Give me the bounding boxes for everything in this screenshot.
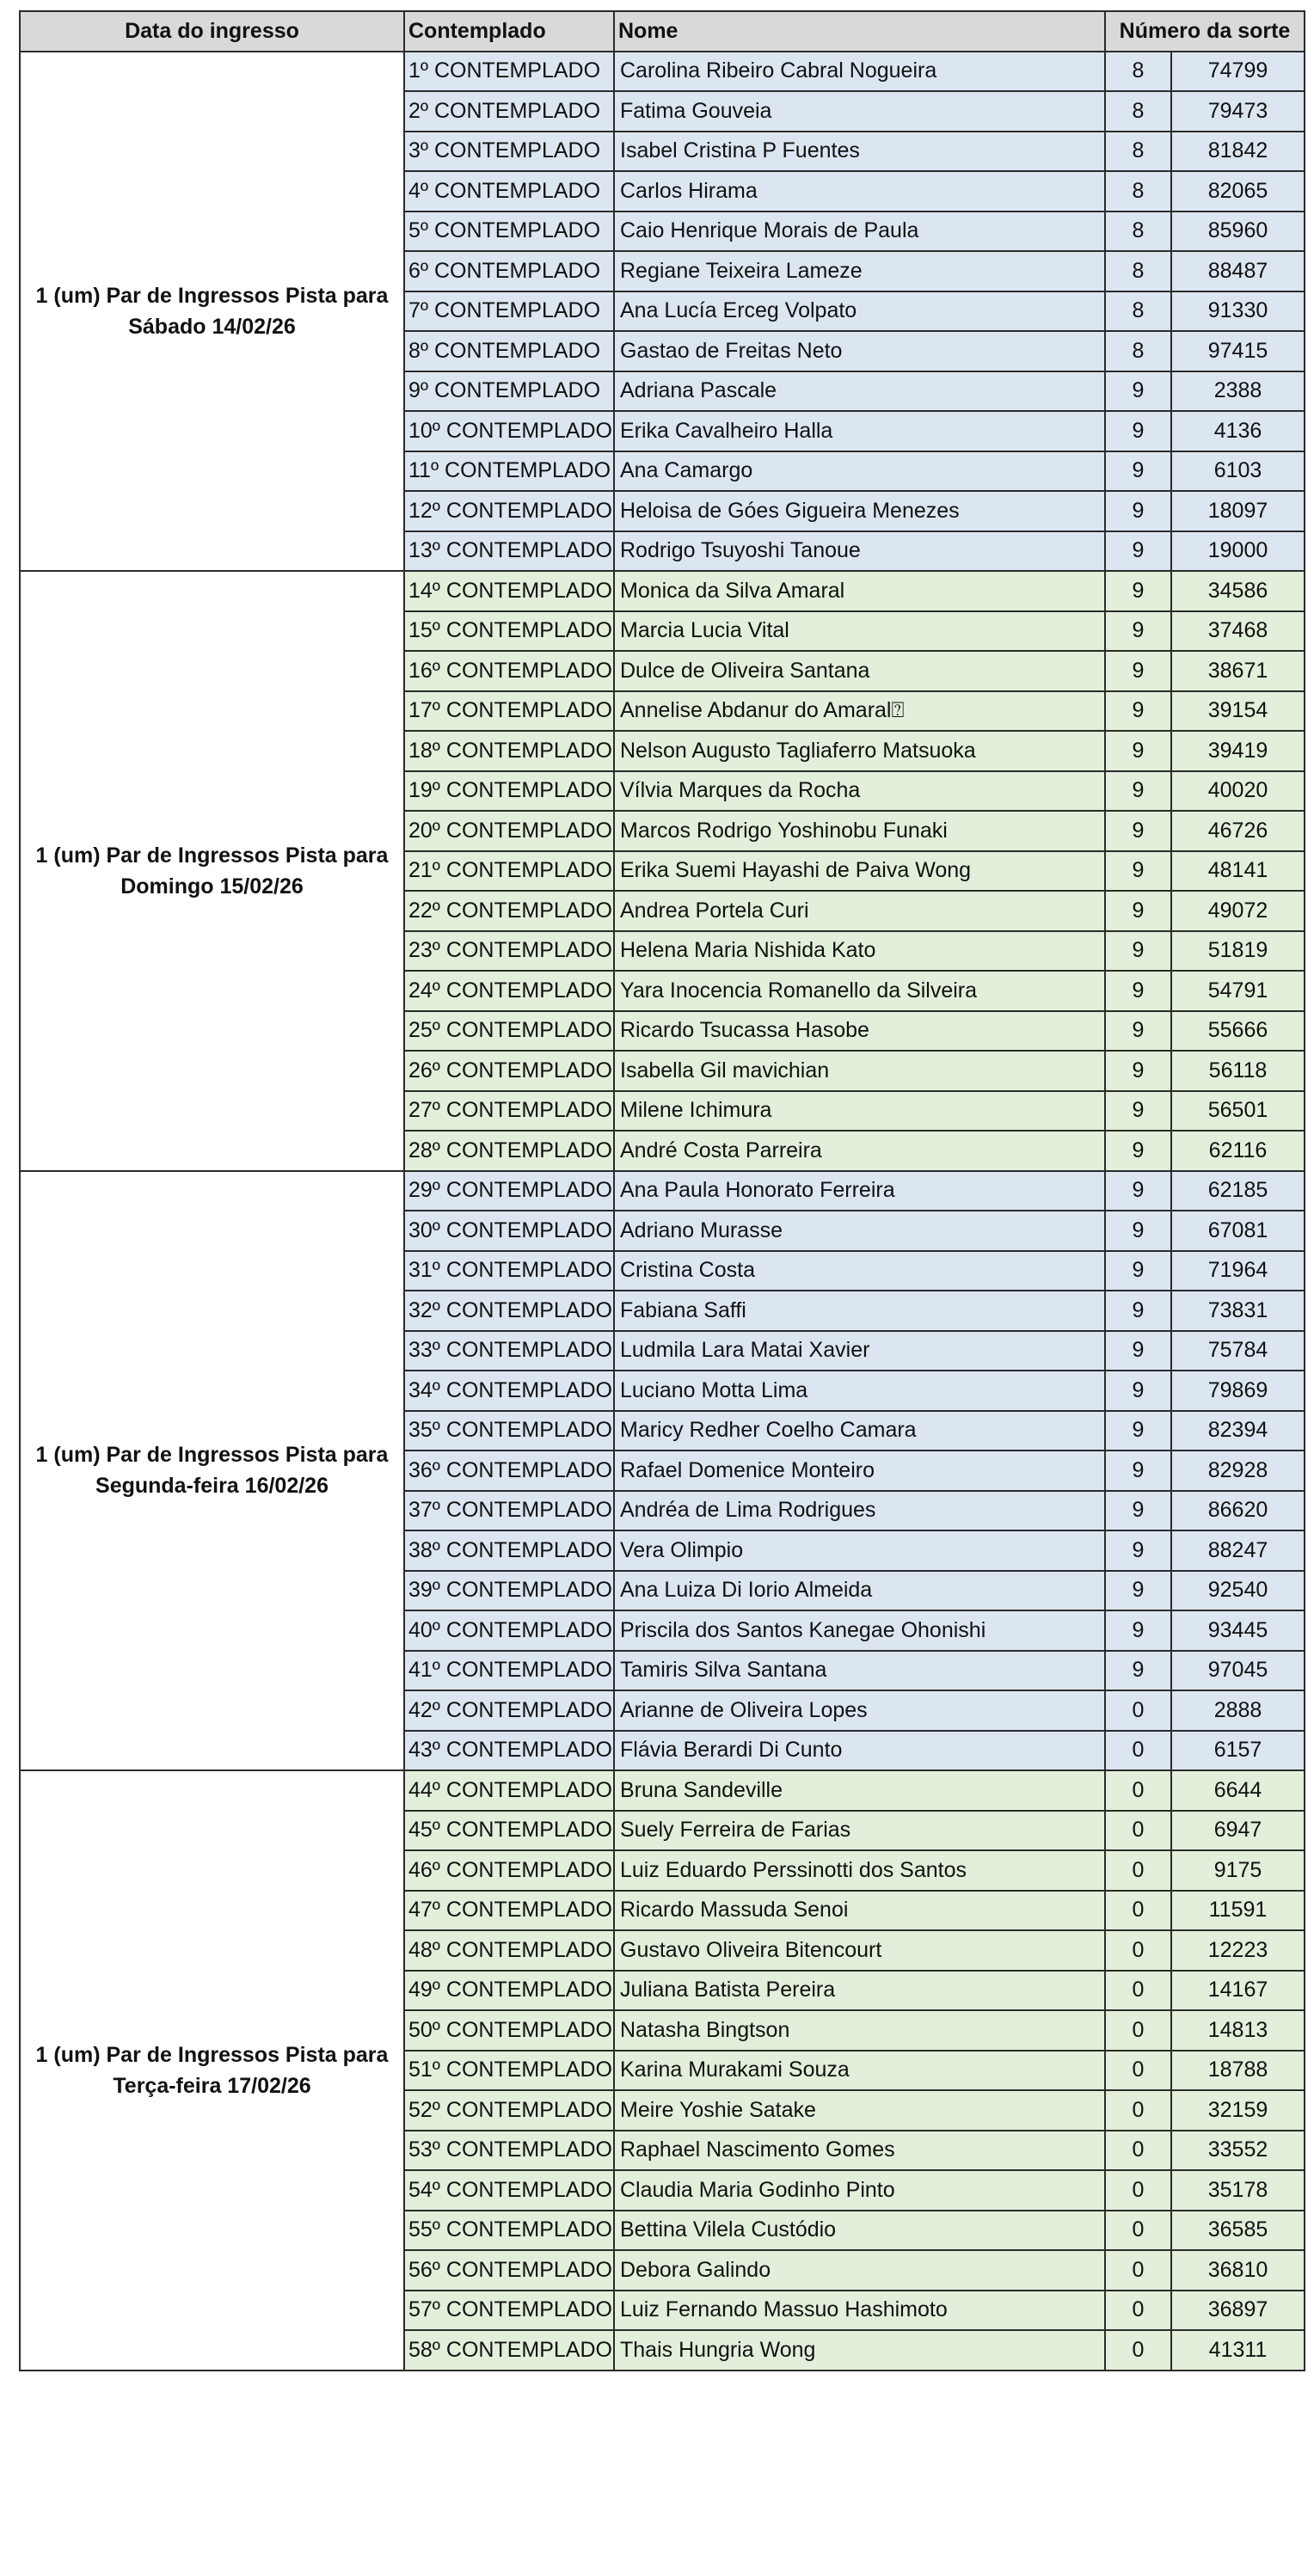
lucky-digit-cell: 0 (1105, 2291, 1171, 2331)
winner-name-cell: Carlos Hirama (614, 171, 1105, 212)
contemplado-cell: 3º CONTEMPLADO (404, 132, 614, 172)
winner-name-cell: Carolina Ribeiro Cabral Nogueira (614, 52, 1105, 92)
lucky-digit-cell: 9 (1105, 1451, 1171, 1491)
lucky-number-cell: 39154 (1171, 691, 1305, 732)
contemplado-cell: 58º CONTEMPLADO (404, 2330, 614, 2371)
lucky-digit-cell: 9 (1105, 1411, 1171, 1451)
contemplado-cell: 41º CONTEMPLADO (404, 1651, 614, 1691)
lucky-digit-cell: 0 (1105, 2090, 1171, 2131)
contemplado-cell: 38º CONTEMPLADO (404, 1530, 614, 1571)
contemplado-cell: 53º CONTEMPLADO (404, 2131, 614, 2171)
lucky-digit-cell: 9 (1105, 1530, 1171, 1571)
winners-table (19, 10, 1305, 2371)
contemplado-cell: 54º CONTEMPLADO (404, 2170, 614, 2211)
winner-name-cell: Bettina Vilela Custódio (614, 2211, 1105, 2251)
lucky-number-cell: 82065 (1171, 171, 1305, 212)
lucky-digit-cell: 9 (1105, 571, 1171, 611)
lucky-digit-cell: 9 (1105, 971, 1171, 1011)
lucky-digit-cell: 9 (1105, 1651, 1171, 1691)
winner-name-cell: Yara Inocencia Romanello da Silveira (614, 971, 1105, 1011)
lucky-number-cell: 62185 (1171, 1171, 1305, 1211)
winner-name-cell: Thais Hungria Wong (614, 2330, 1105, 2371)
winner-name-cell: Caio Henrique Morais de Paula (614, 212, 1105, 252)
contemplado-cell: 16º CONTEMPLADO (404, 651, 614, 691)
contemplado-cell: 31º CONTEMPLADO (404, 1251, 614, 1291)
contemplado-cell: 57º CONTEMPLADO (404, 2291, 614, 2331)
lucky-number-cell: 55666 (1171, 1011, 1305, 1052)
winner-name-cell: Ana Paula Honorato Ferreira (614, 1171, 1105, 1211)
lucky-digit-cell: 8 (1105, 171, 1171, 212)
lucky-digit-cell: 8 (1105, 331, 1171, 371)
lucky-number-cell: 93445 (1171, 1610, 1305, 1651)
winner-name-cell: Ana Camargo (614, 451, 1105, 492)
winner-name-cell: Ana Luiza Di Iorio Almeida (614, 1571, 1105, 1611)
lucky-number-cell: 6644 (1171, 1770, 1305, 1811)
winner-name-cell: Erika Suemi Hayashi de Paiva Wong (614, 851, 1105, 892)
lucky-digit-cell: 0 (1105, 2010, 1171, 2051)
contemplado-cell: 32º CONTEMPLADO (404, 1291, 614, 1331)
lucky-digit-cell: 0 (1105, 2131, 1171, 2171)
contemplado-cell: 29º CONTEMPLADO (404, 1171, 614, 1211)
winner-name-cell: Regiane Teixeira Lameze (614, 251, 1105, 291)
ticket-date-cell (20, 571, 404, 1171)
lucky-number-cell: 18097 (1171, 491, 1305, 531)
lucky-number-cell: 19000 (1171, 531, 1305, 572)
lucky-digit-cell: 9 (1105, 411, 1171, 451)
winner-name-cell: Adriano Murasse (614, 1211, 1105, 1251)
winner-name-cell: Annelise Abdanur do Amaral⍰ (614, 691, 1105, 732)
contemplado-cell: 19º CONTEMPLADO (404, 771, 614, 812)
table-row (20, 571, 1305, 611)
contemplado-cell: 36º CONTEMPLADO (404, 1451, 614, 1491)
lucky-digit-cell: 9 (1105, 1171, 1171, 1211)
lucky-digit-cell: 9 (1105, 691, 1171, 732)
header-nome: Nome (614, 11, 1105, 52)
contemplado-cell: 15º CONTEMPLADO (404, 611, 614, 652)
contemplado-cell: 48º CONTEMPLADO (404, 1930, 614, 1971)
lucky-number-cell: 2888 (1171, 1690, 1305, 1731)
winner-name-cell: Fabiana Saffi (614, 1291, 1105, 1331)
winner-name-cell: Adriana Pascale (614, 371, 1105, 412)
contemplado-cell: 14º CONTEMPLADO (404, 571, 614, 611)
contemplado-cell: 9º CONTEMPLADO (404, 371, 614, 412)
winner-name-cell: Dulce de Oliveira Santana (614, 651, 1105, 691)
winner-name-cell: Nelson Augusto Tagliaferro Matsuoka (614, 731, 1105, 771)
winner-name-cell: Luiz Eduardo Perssinotti dos Santos (614, 1850, 1105, 1891)
ticket-date-cell (20, 1770, 404, 2371)
contemplado-cell: 23º CONTEMPLADO (404, 931, 614, 972)
header-numero-da-sorte: Número da sorte (1105, 11, 1305, 52)
ticket-date-line2: Sábado 14/02/26 (128, 314, 296, 339)
winner-name-cell: Vílvia Marques da Rocha (614, 771, 1105, 812)
lucky-digit-cell: 0 (1105, 1770, 1171, 1811)
table-row (20, 1171, 1305, 1211)
lucky-number-cell: 88247 (1171, 1530, 1305, 1571)
lucky-number-cell: 79473 (1171, 91, 1305, 132)
lucky-number-cell: 14813 (1171, 2010, 1305, 2051)
lucky-number-cell: 97045 (1171, 1651, 1305, 1691)
table-header (20, 11, 1305, 52)
lucky-number-cell: 73831 (1171, 1291, 1305, 1331)
lucky-number-cell: 36897 (1171, 2291, 1305, 2331)
lucky-digit-cell: 9 (1105, 531, 1171, 572)
lucky-digit-cell: 9 (1105, 1131, 1171, 1171)
lucky-digit-cell: 0 (1105, 1930, 1171, 1971)
contemplado-cell: 42º CONTEMPLADO (404, 1690, 614, 1731)
lucky-number-cell: 46726 (1171, 811, 1305, 851)
lucky-number-cell: 4136 (1171, 411, 1305, 451)
winner-name-cell: Tamiris Silva Santana (614, 1651, 1105, 1691)
lucky-number-cell: 74799 (1171, 52, 1305, 92)
lucky-digit-cell: 9 (1105, 1251, 1171, 1291)
winner-name-cell: Bruna Sandeville (614, 1770, 1105, 1811)
lucky-digit-cell: 9 (1105, 1371, 1171, 1411)
lucky-number-cell: 6947 (1171, 1811, 1305, 1851)
winner-name-cell: Andrea Portela Curi (614, 891, 1105, 931)
lucky-digit-cell: 9 (1105, 891, 1171, 931)
ticket-date-cell (20, 1171, 404, 1771)
contemplado-cell: 1º CONTEMPLADO (404, 52, 614, 92)
winner-name-cell: Helena Maria Nishida Kato (614, 931, 1105, 972)
winner-name-cell: Arianne de Oliveira Lopes (614, 1690, 1105, 1731)
winner-name-cell: Ricardo Massuda Senoi (614, 1891, 1105, 1931)
winner-name-cell: Rafael Domenice Monteiro (614, 1451, 1105, 1491)
lucky-number-cell: 2388 (1171, 371, 1305, 412)
lucky-number-cell: 51819 (1171, 931, 1305, 972)
contemplado-cell: 49º CONTEMPLADO (404, 1971, 614, 2011)
lucky-number-cell: 91330 (1171, 291, 1305, 332)
lucky-digit-cell: 0 (1105, 2170, 1171, 2211)
winner-name-cell: Ludmila Lara Matai Xavier (614, 1331, 1105, 1371)
lucky-digit-cell: 8 (1105, 291, 1171, 332)
contemplado-cell: 24º CONTEMPLADO (404, 971, 614, 1011)
contemplado-cell: 35º CONTEMPLADO (404, 1411, 614, 1451)
lucky-number-cell: 18788 (1171, 2051, 1305, 2091)
contemplado-cell: 30º CONTEMPLADO (404, 1211, 614, 1251)
lucky-number-cell: 92540 (1171, 1571, 1305, 1611)
lucky-digit-cell: 9 (1105, 1011, 1171, 1052)
header-date: Data do ingresso (20, 11, 404, 52)
winner-name-cell: Luiz Fernando Massuo Hashimoto (614, 2291, 1105, 2331)
header-row (20, 11, 1305, 52)
winner-name-cell: Milene Ichimura (614, 1091, 1105, 1132)
lucky-digit-cell: 9 (1105, 1491, 1171, 1531)
winner-name-cell: Vera Olimpio (614, 1530, 1105, 1571)
contemplado-cell: 50º CONTEMPLADO (404, 2010, 614, 2051)
lucky-number-cell: 39419 (1171, 731, 1305, 771)
lucky-digit-cell: 8 (1105, 91, 1171, 132)
contemplado-cell: 12º CONTEMPLADO (404, 491, 614, 531)
contemplado-cell: 33º CONTEMPLADO (404, 1331, 614, 1371)
lucky-number-cell: 67081 (1171, 1211, 1305, 1251)
lucky-number-cell: 40020 (1171, 771, 1305, 812)
header-contemplado: Contemplado (404, 11, 614, 52)
contemplado-cell: 18º CONTEMPLADO (404, 731, 614, 771)
lucky-number-cell: 38671 (1171, 651, 1305, 691)
winner-name-cell: Maricy Redher Coelho Camara (614, 1411, 1105, 1451)
lucky-digit-cell: 9 (1105, 611, 1171, 652)
lucky-digit-cell: 0 (1105, 1690, 1171, 1731)
winner-name-cell: Suely Ferreira de Farias (614, 1811, 1105, 1851)
contemplado-cell: 5º CONTEMPLADO (404, 212, 614, 252)
contemplado-cell: 6º CONTEMPLADO (404, 251, 614, 291)
ticket-date-line1: 1 (um) Par de Ingressos Pista para (35, 1443, 389, 1468)
lucky-number-cell: 9175 (1171, 1850, 1305, 1891)
lucky-digit-cell: 9 (1105, 771, 1171, 812)
contemplado-cell: 7º CONTEMPLADO (404, 291, 614, 332)
contemplado-cell: 13º CONTEMPLADO (404, 531, 614, 572)
lucky-number-cell: 34586 (1171, 571, 1305, 611)
lucky-digit-cell: 0 (1105, 1971, 1171, 2011)
contemplado-cell: 40º CONTEMPLADO (404, 1610, 614, 1651)
contemplado-cell: 21º CONTEMPLADO (404, 851, 614, 892)
winner-name-cell: Erika Cavalheiro Halla (614, 411, 1105, 451)
lucky-digit-cell: 9 (1105, 371, 1171, 412)
winner-name-cell: Flávia Berardi Di Cunto (614, 1731, 1105, 1771)
lucky-digit-cell: 0 (1105, 1811, 1171, 1851)
ticket-date-line1: 1 (um) Par de Ingressos Pista para (35, 2042, 389, 2067)
lucky-number-cell: 33552 (1171, 2131, 1305, 2171)
lucky-number-cell: 48141 (1171, 851, 1305, 892)
winner-name-cell: Luciano Motta Lima (614, 1371, 1105, 1411)
winner-name-cell: Andréa de Lima Rodrigues (614, 1491, 1105, 1531)
ticket-date-cell (20, 52, 404, 572)
contemplado-cell: 51º CONTEMPLADO (404, 2051, 614, 2091)
ticket-date-line1: 1 (um) Par de Ingressos Pista para (35, 283, 389, 308)
contemplado-cell: 43º CONTEMPLADO (404, 1731, 614, 1771)
winner-name-cell: Marcos Rodrigo Yoshinobu Funaki (614, 811, 1105, 851)
lucky-number-cell: 85960 (1171, 212, 1305, 252)
lucky-number-cell: 35178 (1171, 2170, 1305, 2211)
lucky-number-cell: 79869 (1171, 1371, 1305, 1411)
lucky-digit-cell: 8 (1105, 251, 1171, 291)
lucky-digit-cell: 0 (1105, 2051, 1171, 2091)
lucky-digit-cell: 9 (1105, 651, 1171, 691)
winner-name-cell: Gastao de Freitas Neto (614, 331, 1105, 371)
contemplado-cell: 47º CONTEMPLADO (404, 1891, 614, 1931)
contemplado-cell: 46º CONTEMPLADO (404, 1850, 614, 1891)
lucky-digit-cell: 9 (1105, 1331, 1171, 1371)
contemplado-cell: 2º CONTEMPLADO (404, 91, 614, 132)
contemplado-cell: 44º CONTEMPLADO (404, 1770, 614, 1811)
contemplado-cell: 52º CONTEMPLADO (404, 2090, 614, 2131)
ticket-date-line1: 1 (um) Par de Ingressos Pista para (35, 843, 389, 868)
winner-name-cell: Marcia Lucia Vital (614, 611, 1105, 652)
winner-name-cell: Debora Galindo (614, 2250, 1105, 2291)
lucky-digit-cell: 9 (1105, 1091, 1171, 1132)
contemplado-cell: 25º CONTEMPLADO (404, 1011, 614, 1052)
lucky-digit-cell: 0 (1105, 1731, 1171, 1771)
contemplado-cell: 20º CONTEMPLADO (404, 811, 614, 851)
winner-name-cell: Monica da Silva Amaral (614, 571, 1105, 611)
lucky-number-cell: 6157 (1171, 1731, 1305, 1771)
winner-name-cell: Isabel Cristina P Fuentes (614, 132, 1105, 172)
lucky-digit-cell: 9 (1105, 811, 1171, 851)
ticket-date-line2: Terça-feira 17/02/26 (113, 2073, 311, 2098)
ticket-date-line2: Domingo 15/02/26 (120, 874, 304, 899)
contemplado-cell: 45º CONTEMPLADO (404, 1811, 614, 1851)
lucky-number-cell: 75784 (1171, 1331, 1305, 1371)
contemplado-cell: 28º CONTEMPLADO (404, 1131, 614, 1171)
lucky-digit-cell: 8 (1105, 52, 1171, 92)
lucky-number-cell: 97415 (1171, 331, 1305, 371)
contemplado-cell: 8º CONTEMPLADO (404, 331, 614, 371)
lucky-digit-cell: 9 (1105, 1291, 1171, 1331)
lucky-number-cell: 86620 (1171, 1491, 1305, 1531)
winner-name-cell: Ana Lucía Erceg Volpato (614, 291, 1105, 332)
lucky-digit-cell: 8 (1105, 212, 1171, 252)
winner-name-cell: André Costa Parreira (614, 1131, 1105, 1171)
lucky-number-cell: 62116 (1171, 1131, 1305, 1171)
lucky-digit-cell: 9 (1105, 1211, 1171, 1251)
winner-name-cell: Isabella Gil mavichian (614, 1051, 1105, 1091)
winner-name-cell: Juliana Batista Pereira (614, 1971, 1105, 2011)
lucky-number-cell: 37468 (1171, 611, 1305, 652)
contemplado-cell: 39º CONTEMPLADO (404, 1571, 614, 1611)
lucky-number-cell: 81842 (1171, 132, 1305, 172)
lucky-digit-cell: 9 (1105, 731, 1171, 771)
lucky-number-cell: 71964 (1171, 1251, 1305, 1291)
contemplado-cell: 17º CONTEMPLADO (404, 691, 614, 732)
lucky-digit-cell: 9 (1105, 1610, 1171, 1651)
winner-name-cell: Gustavo Oliveira Bitencourt (614, 1930, 1105, 1971)
contemplado-cell: 34º CONTEMPLADO (404, 1371, 614, 1411)
lucky-digit-cell: 9 (1105, 931, 1171, 972)
table-row (20, 52, 1305, 92)
lucky-digit-cell: 9 (1105, 851, 1171, 892)
table-row (20, 1770, 1305, 1811)
lucky-number-cell: 56501 (1171, 1091, 1305, 1132)
lucky-number-cell: 82394 (1171, 1411, 1305, 1451)
winner-name-cell: Fatima Gouveia (614, 91, 1105, 132)
winner-name-cell: Karina Murakami Souza (614, 2051, 1105, 2091)
contemplado-cell: 22º CONTEMPLADO (404, 891, 614, 931)
lucky-digit-cell: 0 (1105, 2330, 1171, 2371)
winner-name-cell: Claudia Maria Godinho Pinto (614, 2170, 1105, 2211)
lucky-number-cell: 41311 (1171, 2330, 1305, 2371)
lucky-number-cell: 12223 (1171, 1930, 1305, 1971)
lucky-digit-cell: 0 (1105, 2250, 1171, 2291)
winner-name-cell: Natasha Bingtson (614, 2010, 1105, 2051)
lucky-number-cell: 36810 (1171, 2250, 1305, 2291)
lucky-number-cell: 36585 (1171, 2211, 1305, 2251)
lucky-number-cell: 32159 (1171, 2090, 1305, 2131)
lucky-digit-cell: 9 (1105, 491, 1171, 531)
lucky-digit-cell: 0 (1105, 1891, 1171, 1931)
table-body (20, 52, 1305, 2371)
lucky-number-cell: 82928 (1171, 1451, 1305, 1491)
contemplado-cell: 56º CONTEMPLADO (404, 2250, 614, 2291)
contemplado-cell: 4º CONTEMPLADO (404, 171, 614, 212)
lucky-number-cell: 49072 (1171, 891, 1305, 931)
lucky-number-cell: 14167 (1171, 1971, 1305, 2011)
lucky-number-cell: 6103 (1171, 451, 1305, 492)
contemplado-cell: 10º CONTEMPLADO (404, 411, 614, 451)
winner-name-cell: Ricardo Tsucassa Hasobe (614, 1011, 1105, 1052)
winner-name-cell: Cristina Costa (614, 1251, 1105, 1291)
lucky-number-cell: 88487 (1171, 251, 1305, 291)
contemplado-cell: 11º CONTEMPLADO (404, 451, 614, 492)
lucky-number-cell: 56118 (1171, 1051, 1305, 1091)
ticket-date-line2: Segunda-feira 16/02/26 (95, 1474, 328, 1499)
lucky-digit-cell: 8 (1105, 132, 1171, 172)
winner-name-cell: Rodrigo Tsuyoshi Tanoue (614, 531, 1105, 572)
lucky-digit-cell: 9 (1105, 1051, 1171, 1091)
lucky-digit-cell: 0 (1105, 1850, 1171, 1891)
lucky-number-cell: 54791 (1171, 971, 1305, 1011)
lucky-digit-cell: 9 (1105, 451, 1171, 492)
winner-name-cell: Heloisa de Góes Gigueira Menezes (614, 491, 1105, 531)
lucky-number-cell: 11591 (1171, 1891, 1305, 1931)
contemplado-cell: 37º CONTEMPLADO (404, 1491, 614, 1531)
lucky-digit-cell: 9 (1105, 1571, 1171, 1611)
lucky-digit-cell: 0 (1105, 2211, 1171, 2251)
winner-name-cell: Meire Yoshie Satake (614, 2090, 1105, 2131)
contemplado-cell: 27º CONTEMPLADO (404, 1091, 614, 1132)
winner-name-cell: Raphael Nascimento Gomes (614, 2131, 1105, 2171)
winner-name-cell: Priscila dos Santos Kanegae Ohonishi (614, 1610, 1105, 1651)
contemplado-cell: 26º CONTEMPLADO (404, 1051, 614, 1091)
contemplado-cell: 55º CONTEMPLADO (404, 2211, 614, 2251)
